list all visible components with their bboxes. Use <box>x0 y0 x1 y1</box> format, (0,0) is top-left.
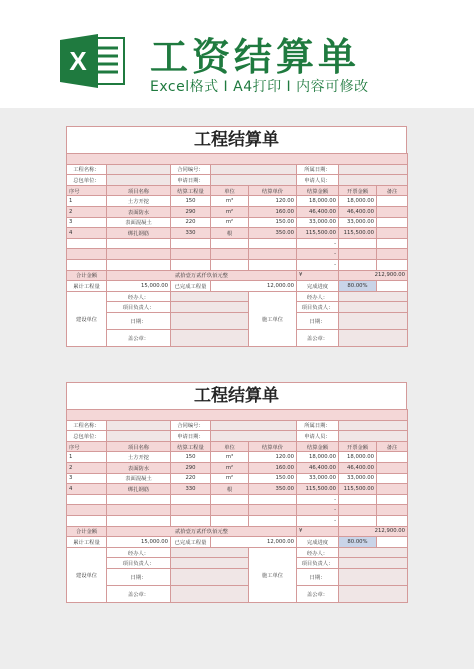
apply-person-field[interactable] <box>339 431 408 442</box>
date-label: 所属日期： <box>297 164 339 175</box>
cell-no: 3 <box>67 217 107 228</box>
date-label: 所属日期： <box>297 420 339 431</box>
cell-item[interactable]: 表面混凝土 <box>107 217 171 228</box>
stamp-label: 盖公章： <box>297 329 339 346</box>
cell-note[interactable] <box>377 473 408 484</box>
leader-label: 项目负责人： <box>107 558 171 569</box>
date-sign-label: 日期： <box>297 568 339 585</box>
table-row <box>67 259 408 270</box>
handler-field[interactable] <box>171 291 249 302</box>
stamp-field[interactable] <box>339 585 408 602</box>
date-sign-field[interactable] <box>339 312 408 329</box>
col-header: 开票金额 <box>339 441 377 452</box>
cell-no: 3 <box>67 473 107 484</box>
leader-label: 项目负责人： <box>107 302 171 313</box>
empty-mark: - <box>297 505 339 516</box>
apply-person-label: 申请人员： <box>297 175 339 186</box>
cell-invoice[interactable]: 18,000.00 <box>339 452 377 463</box>
table-row <box>67 462 408 473</box>
cell-qty[interactable]: 290 <box>171 206 211 217</box>
contractor-label: 总包单位： <box>67 175 107 186</box>
col-header: 备注 <box>377 441 408 452</box>
col-header: 单位 <box>211 185 249 196</box>
cell-amount[interactable]: 115,500.00 <box>297 228 339 239</box>
empty-mark: - <box>297 249 339 260</box>
settlement-table <box>66 409 408 603</box>
leader-label: 项目负责人： <box>297 302 339 313</box>
settlement-table <box>66 153 408 347</box>
cell-unit[interactable]: m² <box>211 217 249 228</box>
cell-amount[interactable]: 115,500.00 <box>297 484 339 495</box>
cell-no: 1 <box>67 196 107 207</box>
cell-qty[interactable]: 330 <box>171 484 211 495</box>
stamp-field[interactable] <box>339 329 408 346</box>
total-amount: 212,900.00 <box>339 526 408 537</box>
handler-field[interactable] <box>339 547 408 558</box>
date-sign-field[interactable] <box>171 312 249 329</box>
leader-field[interactable] <box>339 302 408 313</box>
cell-qty[interactable]: 150 <box>171 196 211 207</box>
col-header: 结算金额 <box>297 441 339 452</box>
date-sign-field[interactable] <box>339 568 408 585</box>
handler-label: 经办人： <box>107 291 171 302</box>
stamp-field[interactable] <box>171 329 249 346</box>
cell-amount[interactable]: 18,000.00 <box>297 196 339 207</box>
rate-value: 80.00% <box>339 537 377 548</box>
cell-item[interactable]: 土方开挖 <box>107 196 171 207</box>
table-row <box>67 494 408 505</box>
rate-label: 完成进度 <box>297 537 339 548</box>
cell-item[interactable]: 表面混凝土 <box>107 473 171 484</box>
total-amount: 212,900.00 <box>339 270 408 281</box>
project-name-field[interactable] <box>107 420 171 431</box>
banner <box>0 0 474 108</box>
cum-qty-label: 累计工程量 <box>67 281 107 292</box>
table-row <box>67 505 408 516</box>
col-header: 结算工程量 <box>171 185 211 196</box>
cell-amount[interactable]: 46,400.00 <box>297 206 339 217</box>
total-label: 合计金额 <box>67 270 107 281</box>
cell-unit[interactable]: m² <box>211 206 249 217</box>
contractor-field[interactable] <box>107 175 171 186</box>
contract-no-label: 合同编号： <box>171 164 211 175</box>
table-row <box>67 249 408 260</box>
apply-date-field[interactable] <box>211 431 297 442</box>
progress-row <box>67 537 408 548</box>
col-header: 结算金额 <box>297 185 339 196</box>
cell-item[interactable]: 绑扎钢筋 <box>107 228 171 239</box>
column-header-row <box>67 441 408 452</box>
col-header: 结算单价 <box>249 441 297 452</box>
cell-invoice[interactable]: 18,000.00 <box>339 196 377 207</box>
apply-date-field[interactable] <box>211 175 297 186</box>
cell-unit[interactable]: m³ <box>211 196 249 207</box>
stamp-field[interactable] <box>171 585 249 602</box>
col-header: 备注 <box>377 185 408 196</box>
apply-person-field[interactable] <box>339 175 408 186</box>
handler-field[interactable] <box>171 547 249 558</box>
settlement-sheet-1 <box>66 126 407 347</box>
cell-item[interactable]: 土方开挖 <box>107 452 171 463</box>
col-header: 项目名称 <box>107 185 171 196</box>
table-row <box>67 452 408 463</box>
date-sign-label: 日期： <box>297 312 339 329</box>
table-row <box>67 196 408 207</box>
done-qty-value[interactable]: 12,000.00 <box>211 281 297 292</box>
stamp-label: 盖公章： <box>297 585 339 602</box>
stamp-label: 盖公章： <box>107 329 171 346</box>
col-header: 序号 <box>67 441 107 452</box>
date-field[interactable] <box>339 164 408 175</box>
handler-field[interactable] <box>339 291 408 302</box>
cell-no: 2 <box>67 206 107 217</box>
col-header: 序号 <box>67 185 107 196</box>
cell-no: 1 <box>67 452 107 463</box>
rate-value: 80.00% <box>339 281 377 292</box>
date-sign-label: 日期： <box>107 568 171 585</box>
leader-field[interactable] <box>171 558 249 569</box>
rate-label: 完成进度 <box>297 281 339 292</box>
contract-no-field[interactable] <box>211 420 297 431</box>
cell-price[interactable]: 350.00 <box>249 484 297 495</box>
total-label: 合计金额 <box>67 526 107 537</box>
empty-mark: - <box>297 259 339 270</box>
empty-mark: - <box>297 494 339 505</box>
cum-qty-label: 累计工程量 <box>67 537 107 548</box>
col-header: 结算工程量 <box>171 441 211 452</box>
total-words: 贰拾壹万贰仟玖佰元整 <box>107 270 297 281</box>
leader-label: 项目负责人： <box>297 558 339 569</box>
contract-no-field[interactable] <box>211 164 297 175</box>
table-row <box>67 238 408 249</box>
cell-note[interactable] <box>377 228 408 239</box>
cell-unit[interactable]: 根 <box>211 484 249 495</box>
cell-no: 4 <box>67 484 107 495</box>
col-header: 项目名称 <box>107 441 171 452</box>
cell-item[interactable]: 表面防水 <box>107 462 171 473</box>
currency-symbol: ¥ <box>297 270 339 281</box>
table-row <box>67 228 408 239</box>
cell-invoice[interactable]: 115,500.00 <box>339 228 377 239</box>
cell-no: 4 <box>67 228 107 239</box>
empty-mark: - <box>297 238 339 249</box>
project-name-label: 工程名称： <box>67 420 107 431</box>
apply-person-label: 申请人员： <box>297 431 339 442</box>
total-row <box>67 270 408 281</box>
done-qty-value[interactable]: 12,000.00 <box>211 537 297 548</box>
done-qty-label: 已完成工程量 <box>171 537 211 548</box>
cell-qty[interactable]: 220 <box>171 217 211 228</box>
cell-qty[interactable]: 330 <box>171 228 211 239</box>
settlement-sheet-2 <box>66 382 407 603</box>
cell-price[interactable]: 160.00 <box>249 206 297 217</box>
table-row <box>67 217 408 228</box>
cell-note[interactable] <box>377 484 408 495</box>
column-header-row <box>67 185 408 196</box>
construct-unit-label: 施工单位 <box>249 291 297 346</box>
handler-label: 经办人： <box>297 547 339 558</box>
construct-unit-label: 施工单位 <box>249 547 297 602</box>
contractor-label: 总包单位： <box>67 431 107 442</box>
cell-invoice[interactable]: 46,400.00 <box>339 462 377 473</box>
cell-qty[interactable]: 220 <box>171 473 211 484</box>
build-unit-label: 建设单位 <box>67 547 107 602</box>
cell-price[interactable]: 120.00 <box>249 196 297 207</box>
leader-field[interactable] <box>171 302 249 313</box>
date-field[interactable] <box>339 420 408 431</box>
cell-price[interactable]: 160.00 <box>249 462 297 473</box>
empty-mark: - <box>297 515 339 526</box>
cell-item[interactable]: 表面防水 <box>107 206 171 217</box>
cell-note[interactable] <box>377 452 408 463</box>
cum-qty-value[interactable]: 15,000.00 <box>107 281 171 292</box>
cell-invoice[interactable]: 33,000.00 <box>339 217 377 228</box>
excel-logo-icon <box>58 32 128 90</box>
cell-price[interactable]: 150.00 <box>249 473 297 484</box>
project-name-label: 工程名称： <box>67 164 107 175</box>
cell-unit[interactable]: m² <box>211 462 249 473</box>
cell-note[interactable] <box>377 462 408 473</box>
svg-text:X: X <box>69 46 87 76</box>
date-sign-field[interactable] <box>171 568 249 585</box>
build-unit-label: 建设单位 <box>67 291 107 346</box>
col-header: 结算单价 <box>249 185 297 196</box>
cell-qty[interactable]: 290 <box>171 462 211 473</box>
table-row <box>67 206 408 217</box>
apply-date-label: 申请日期： <box>171 175 211 186</box>
cell-note[interactable] <box>377 196 408 207</box>
done-qty-label: 已完成工程量 <box>171 281 211 292</box>
banner-title: 工资结算单 <box>150 35 361 79</box>
table-row <box>67 473 408 484</box>
col-header: 开票金额 <box>339 185 377 196</box>
currency-symbol: ¥ <box>297 526 339 537</box>
progress-row <box>67 281 408 292</box>
cell-amount[interactable]: 33,000.00 <box>297 217 339 228</box>
project-name-field[interactable] <box>107 164 171 175</box>
cell-amount[interactable]: 18,000.00 <box>297 452 339 463</box>
apply-date-label: 申请日期： <box>171 431 211 442</box>
stamp-label: 盖公章： <box>107 585 171 602</box>
handler-label: 经办人： <box>297 291 339 302</box>
cell-invoice[interactable]: 46,400.00 <box>339 206 377 217</box>
sheet-title: 工程结算单 <box>66 382 407 409</box>
date-sign-label: 日期： <box>107 312 171 329</box>
cell-amount[interactable]: 33,000.00 <box>297 473 339 484</box>
cell-item[interactable]: 绑扎钢筋 <box>107 484 171 495</box>
col-header: 单位 <box>211 441 249 452</box>
contract-no-label: 合同编号： <box>171 420 211 431</box>
cell-amount[interactable]: 46,400.00 <box>297 462 339 473</box>
sheet-title: 工程结算单 <box>66 126 407 153</box>
total-words: 贰拾壹万贰仟玖佰元整 <box>107 526 297 537</box>
table-row <box>67 484 408 495</box>
cell-price[interactable]: 120.00 <box>249 452 297 463</box>
cell-no: 2 <box>67 462 107 473</box>
handler-label: 经办人： <box>107 547 171 558</box>
banner-subtitle: Excel格式 I A4打印 I 内容可修改 <box>150 79 369 95</box>
cell-note[interactable] <box>377 217 408 228</box>
cell-invoice[interactable]: 115,500.00 <box>339 484 377 495</box>
cell-note[interactable] <box>377 206 408 217</box>
leader-field[interactable] <box>339 558 408 569</box>
cell-unit[interactable]: m² <box>211 473 249 484</box>
table-row <box>67 515 408 526</box>
total-row <box>67 526 408 537</box>
cell-qty[interactable]: 150 <box>171 452 211 463</box>
cum-qty-value[interactable]: 15,000.00 <box>107 537 171 548</box>
cell-unit[interactable]: m³ <box>211 452 249 463</box>
cell-invoice[interactable]: 33,000.00 <box>339 473 377 484</box>
cell-price[interactable]: 150.00 <box>249 217 297 228</box>
contractor-field[interactable] <box>107 431 171 442</box>
cell-unit[interactable]: 根 <box>211 228 249 239</box>
cell-price[interactable]: 350.00 <box>249 228 297 239</box>
